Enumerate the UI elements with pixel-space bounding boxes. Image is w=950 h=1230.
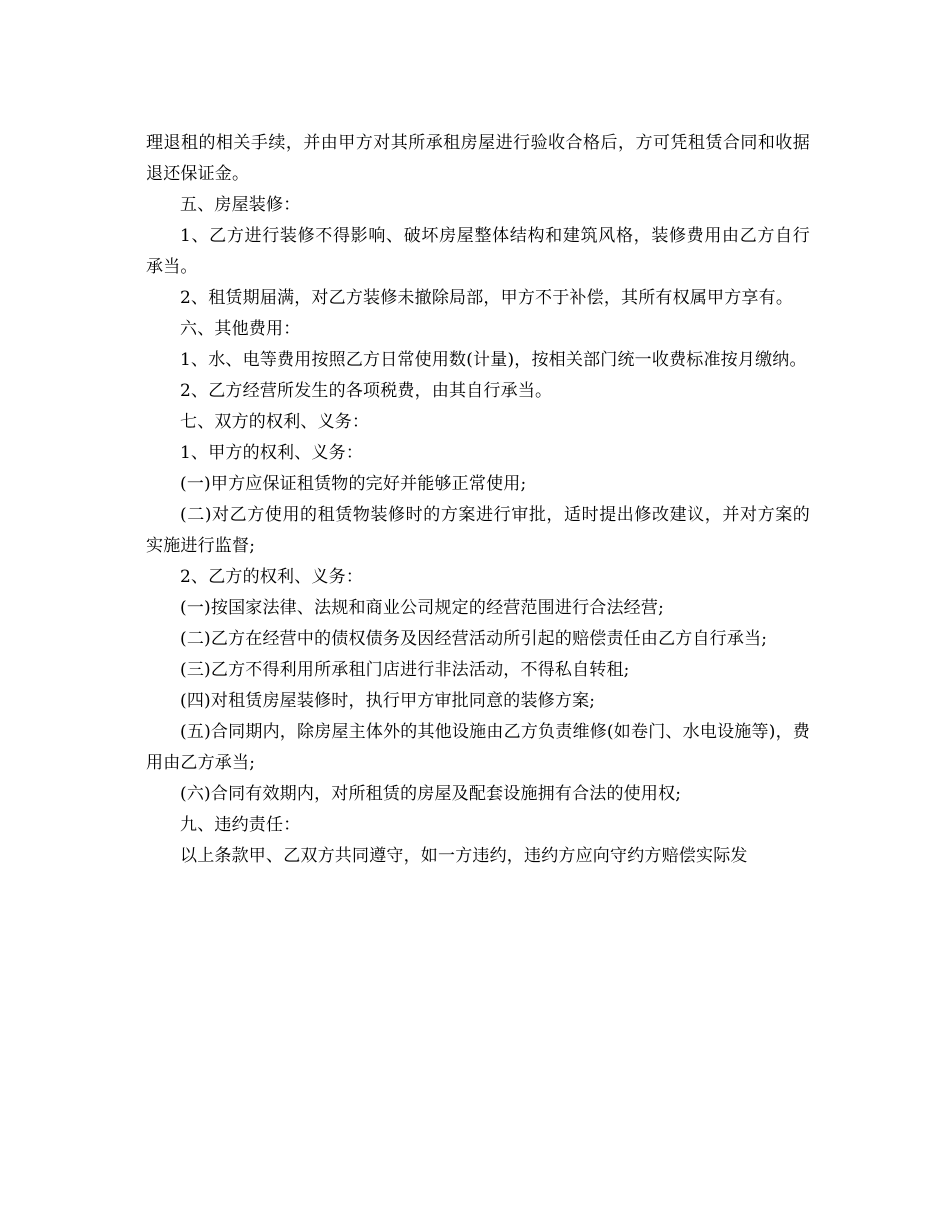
list-item: (三)乙方不得利用所承租门店进行非法活动，不得私自转租;: [180, 660, 630, 680]
list-item: (四)对租赁房屋装修时，执行甲方审批同意的装修方案;: [180, 691, 596, 711]
paragraph: 1、水、电等费用按照乙方日常使用数(计量)，按相关部门统一收费标准按月缴纳。: [180, 350, 807, 370]
paragraph: 理退租的相关手续，并由甲方对其所承租房屋进行验收合格后，方可凭租赁合同和收据退还保证金。: [146, 133, 810, 184]
list-item: (二)对乙方使用的租赁物装修时的方案进行审批，适时提出修改建议，并对方案的实施进行监督;: [146, 505, 810, 556]
subsection-heading: 2、乙方的权利、义务：: [180, 567, 364, 587]
list-item: (一)按国家法律、法规和商业公司规定的经营范围进行合法经营;: [180, 598, 664, 618]
section-heading: 七、双方的权利、义务：: [180, 412, 370, 432]
section-heading: 五、房屋装修：: [180, 195, 301, 215]
list-item: (一)甲方应保证租赁物的完好并能够正常使用;: [180, 474, 527, 494]
paragraph: 2、乙方经营所发生的各项税费，由其自行承当。: [180, 381, 553, 401]
paragraph: 以上条款甲、乙双方共同遵守，如一方违约，违约方应向守约方赔偿实际发: [180, 846, 748, 866]
list-item: (二)乙方在经营中的债权债务及因经营活动所引起的赔偿责任由乙方自行承当;: [180, 629, 768, 649]
section-heading: 六、其他费用：: [180, 319, 301, 339]
subsection-heading: 1、甲方的权利、义务：: [180, 443, 364, 463]
section-heading: 九、违约责任：: [180, 815, 301, 835]
list-item: (六)合同有效期内，对所租赁的房屋及配套设施拥有合法的使用权;: [180, 784, 682, 804]
paragraph: 2、租赁期届满，对乙方装修未撤除局部，甲方不于补偿，其所有权属甲方享有。: [180, 288, 794, 308]
document-body: [146, 128, 810, 872]
list-item: (五)合同期内，除房屋主体外的其他设施由乙方负责维修(如卷门、水电设施等)，费用由乙方承当;: [146, 722, 810, 773]
paragraph: 1、乙方进行装修不得影响、破坏房屋整体结构和建筑风格，装修费用由乙方自行承当。: [146, 226, 810, 277]
